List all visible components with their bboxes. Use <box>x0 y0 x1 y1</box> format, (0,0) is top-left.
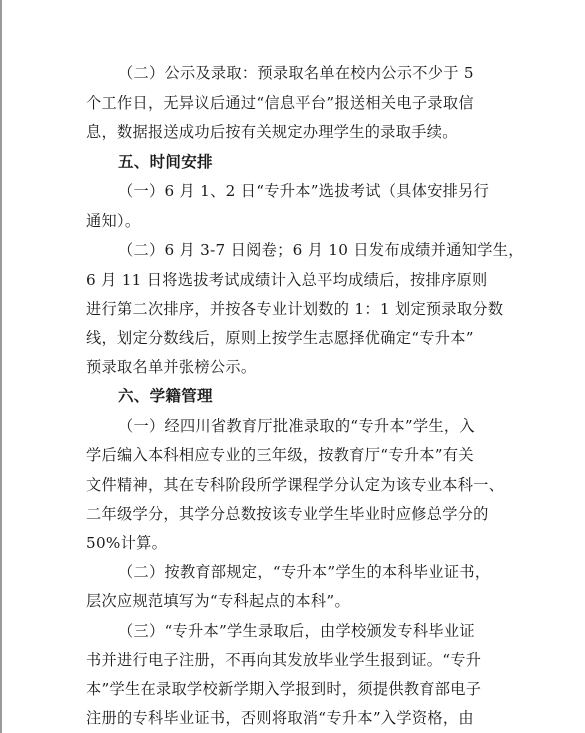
paragraph-line: （二）按教育部规定，“专升本”学生的本科毕业证书， <box>118 563 491 581</box>
paragraph-line: 二年级学分，其学分总数按该专业学生毕业时应修总学分的 <box>86 505 489 523</box>
paragraph-line: 书并进行电子注册，不再向其发放毕业学生报到证。“专升 <box>86 651 482 669</box>
paragraph-line: 预录取名单并张榜公示。 <box>86 358 257 376</box>
section-heading: 五、时间安排 <box>118 153 213 171</box>
paragraph-line: 6 月 11 日将选拔考试成绩计入总平均成绩后，按排序原则 <box>86 271 488 289</box>
paragraph-line: 注册的专科毕业证书，否则将取消“专升本”入学资格，由 <box>86 709 474 727</box>
paragraph-line: 层次应规范填写为“专科起点的本科”。 <box>86 592 350 610</box>
paragraph-line: 文件精神，其在专科阶段所学课程学分认定为该专业本科一、 <box>86 476 505 494</box>
paragraph-line: （一）经四川省教育厅批准录取的“专升本”学生，入 <box>118 417 475 435</box>
paragraph-line: （二）公示及录取：预录取名单在校内公示不少于 5 <box>118 64 474 82</box>
section-heading: 六、学籍管理 <box>118 387 213 405</box>
paragraph-line: 个工作日，无异议后通过“信息平台”报送相关电子录取信 <box>86 94 474 112</box>
paragraph-line: 本”学生在录取学校新学期入学报到时，须提供教育部电子 <box>86 680 482 698</box>
paragraph-line: （二）6 月 3-7 日阅卷；6 月 10 日发布成绩并通知学生， <box>118 241 524 259</box>
paragraph-line: （一）6 月 1、2 日“专升本”选拔考试（具体安排另行 <box>118 182 490 200</box>
paragraph-line: 学后编入本科相应专业的三年级，按教育厅“专升本”有关 <box>86 446 474 464</box>
paragraph-line: 线，划定分数线后，原则上按学生志愿择优确定“专升本” <box>86 329 474 347</box>
paragraph-line: 50%计算。 <box>86 534 168 552</box>
paragraph-line: 通知）。 <box>86 212 141 230</box>
paragraph-line: 息，数据报送成功后按有关规定办理学生的录取手续。 <box>86 123 458 141</box>
paragraph-line: 进行第二次排序，并按各专业计划数的 1：1 划定预录取分数 <box>86 300 504 318</box>
paragraph-line: （三）“专升本”学生录取后，由学校颁发专科毕业证 <box>118 622 475 640</box>
